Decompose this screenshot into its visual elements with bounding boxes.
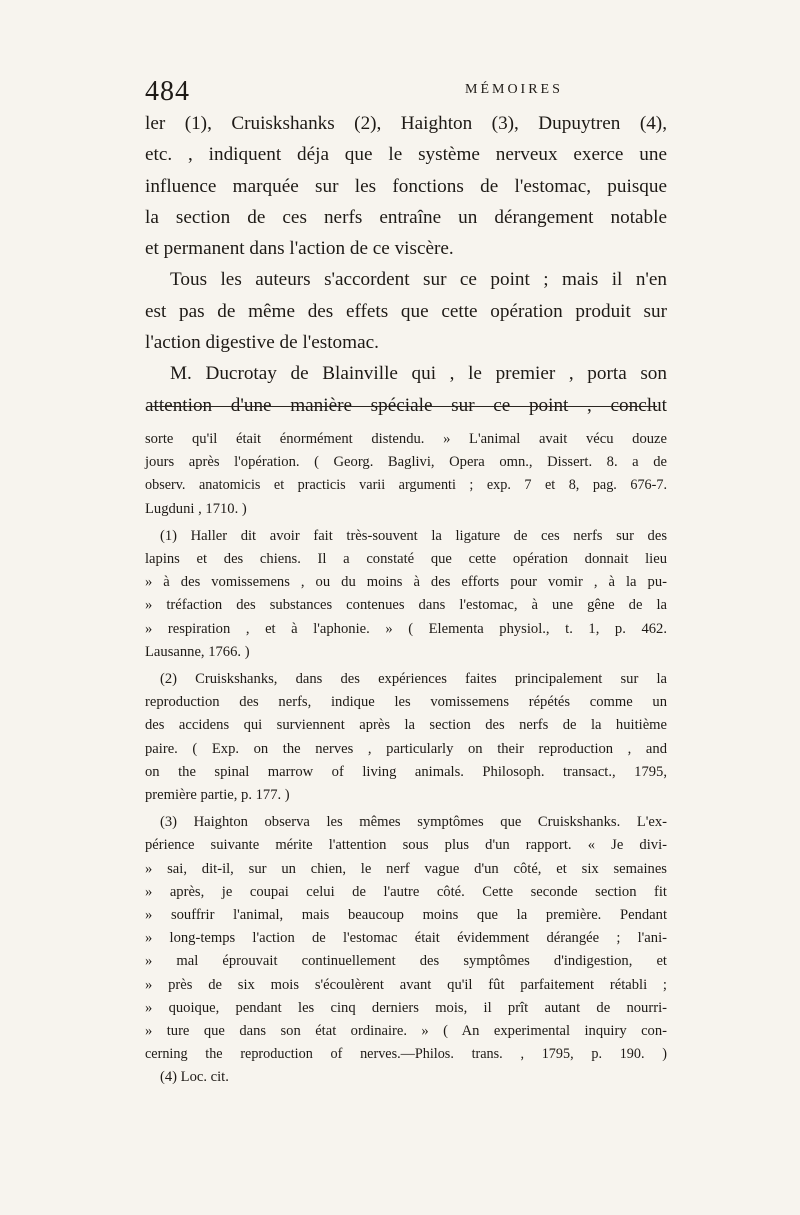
footnote-line: on the spinal marrow of living animals. Philosoph. transact., 1795, [145, 763, 667, 780]
footnote-line: (3) Haighton observa les mêmes symptômes que Cruiskshanks. L'ex- [160, 814, 667, 831]
footnote-line: » à des vomissemens , ou du moins à des efforts pour vomir , à la pu- [145, 574, 667, 591]
footnote-line: » quoique, pendant les cinq derniers mois, il prît autant de nourri- [145, 999, 667, 1016]
footnote-line: » long-temps l'action de l'estomac était évidemment dérangée ; l'ani- [145, 930, 667, 947]
footnote-line: » ture que dans son état ordinaire. » ( An experimental inquiry con- [145, 1023, 667, 1040]
text-line: attention d'une manière spéciale sur ce point , conclut [145, 394, 667, 416]
footnote-rule [147, 406, 657, 407]
footnote-line: paire. ( Exp. on the nerves , particularly on their reproduction , and [145, 740, 667, 757]
footnote-line: » près de six mois s'écoulèrent avant qu'il fût parfaitement rétabli ; [145, 976, 667, 993]
footnote-line: (1) Haller dit avoir fait très-souvent la ligature de ces nerfs sur des [160, 527, 667, 544]
text-line: et permanent dans l'action de ce viscère. [145, 238, 454, 260]
main-text [145, 108, 667, 421]
text-line: l'action digestive de l'estomac. [145, 332, 379, 354]
footnote-line: sorte qu'il était énormément distendu. » L'animal avait vécu douze [145, 431, 667, 447]
footnote-line: lapins et des chiens. Il a constaté que cette opération donnait lieu [145, 551, 667, 568]
footnote-line: observ. anatomicis et practicis varii argumenti ; exp. 7 et 8, pag. 676-7. [145, 477, 667, 494]
page-header [145, 74, 663, 110]
page-number: 484 [145, 76, 190, 107]
text-line: ler (1), Cruiskshanks (2), Haighton (3), Dupuytren (4), [145, 113, 667, 134]
footnote-line: (4) Loc. cit. [160, 1069, 229, 1086]
footnote-line: (2) Cruiskshanks, dans des expériences faites principalement sur la [160, 671, 667, 688]
text-line: influence marquée sur les fonctions de l'estomac, puisque [145, 175, 667, 197]
footnote-line: Lugduni , 1710. ) [145, 500, 247, 517]
footnote-line: périence suivante mérite l'attention sous plus d'un rapport. « Je divi- [145, 837, 667, 854]
footnote-line: cerning the reproduction of nerves.—Philos. trans. , 1795, p. 190. ) [145, 1046, 667, 1063]
footnote-line: » après, je coupai celui de l'autre côté. Cette seconde section fit [145, 883, 667, 900]
footnote-line: reproduction des nerfs, indique les vomissemens répétés comme un [145, 694, 667, 711]
text-line: Tous les auteurs s'accordent sur ce point ; mais il n'en [170, 269, 667, 291]
footnote-line: » sai, dit-il, sur un chien, le nerf vague d'un côté, et six semaines [145, 860, 667, 877]
footnote-line: » tréfaction des substances contenues dans l'estomac, à une gêne de la [145, 597, 667, 614]
footnote-line: Lausanne, 1766. ) [145, 643, 250, 660]
footnote-line: première partie, p. 177. ) [145, 787, 290, 804]
text-line: M. Ducrotay de Blainville qui , le premier , porta son [170, 363, 667, 385]
footnote-line: » souffrir l'animal, mais beaucoup moins que la première. Pendant [145, 907, 667, 924]
footnote-line: » respiration , et à l'aphonie. » ( Elementa physiol., t. 1, p. 462. [145, 620, 667, 637]
footnotes [145, 428, 667, 1090]
text-line: est pas de même des effets que cette opération produit sur [145, 300, 667, 322]
footnote-line: jours après l'opération. ( Georg. Baglivi, Opera omn., Dissert. 8. a de [145, 454, 667, 471]
footnote-line: » mal éprouvait continuellement des symptômes d'indigestion, et [145, 953, 667, 970]
text-line: etc. , indiquent déja que le système nerveux exerce une [145, 144, 667, 166]
text-line: la section de ces nerfs entraîne un dérangement notable [145, 206, 667, 228]
footnote-line: des accidens qui surviennent après la section des nerfs de la huitième [145, 717, 667, 734]
running-head: MÉMOIRES [465, 82, 563, 97]
